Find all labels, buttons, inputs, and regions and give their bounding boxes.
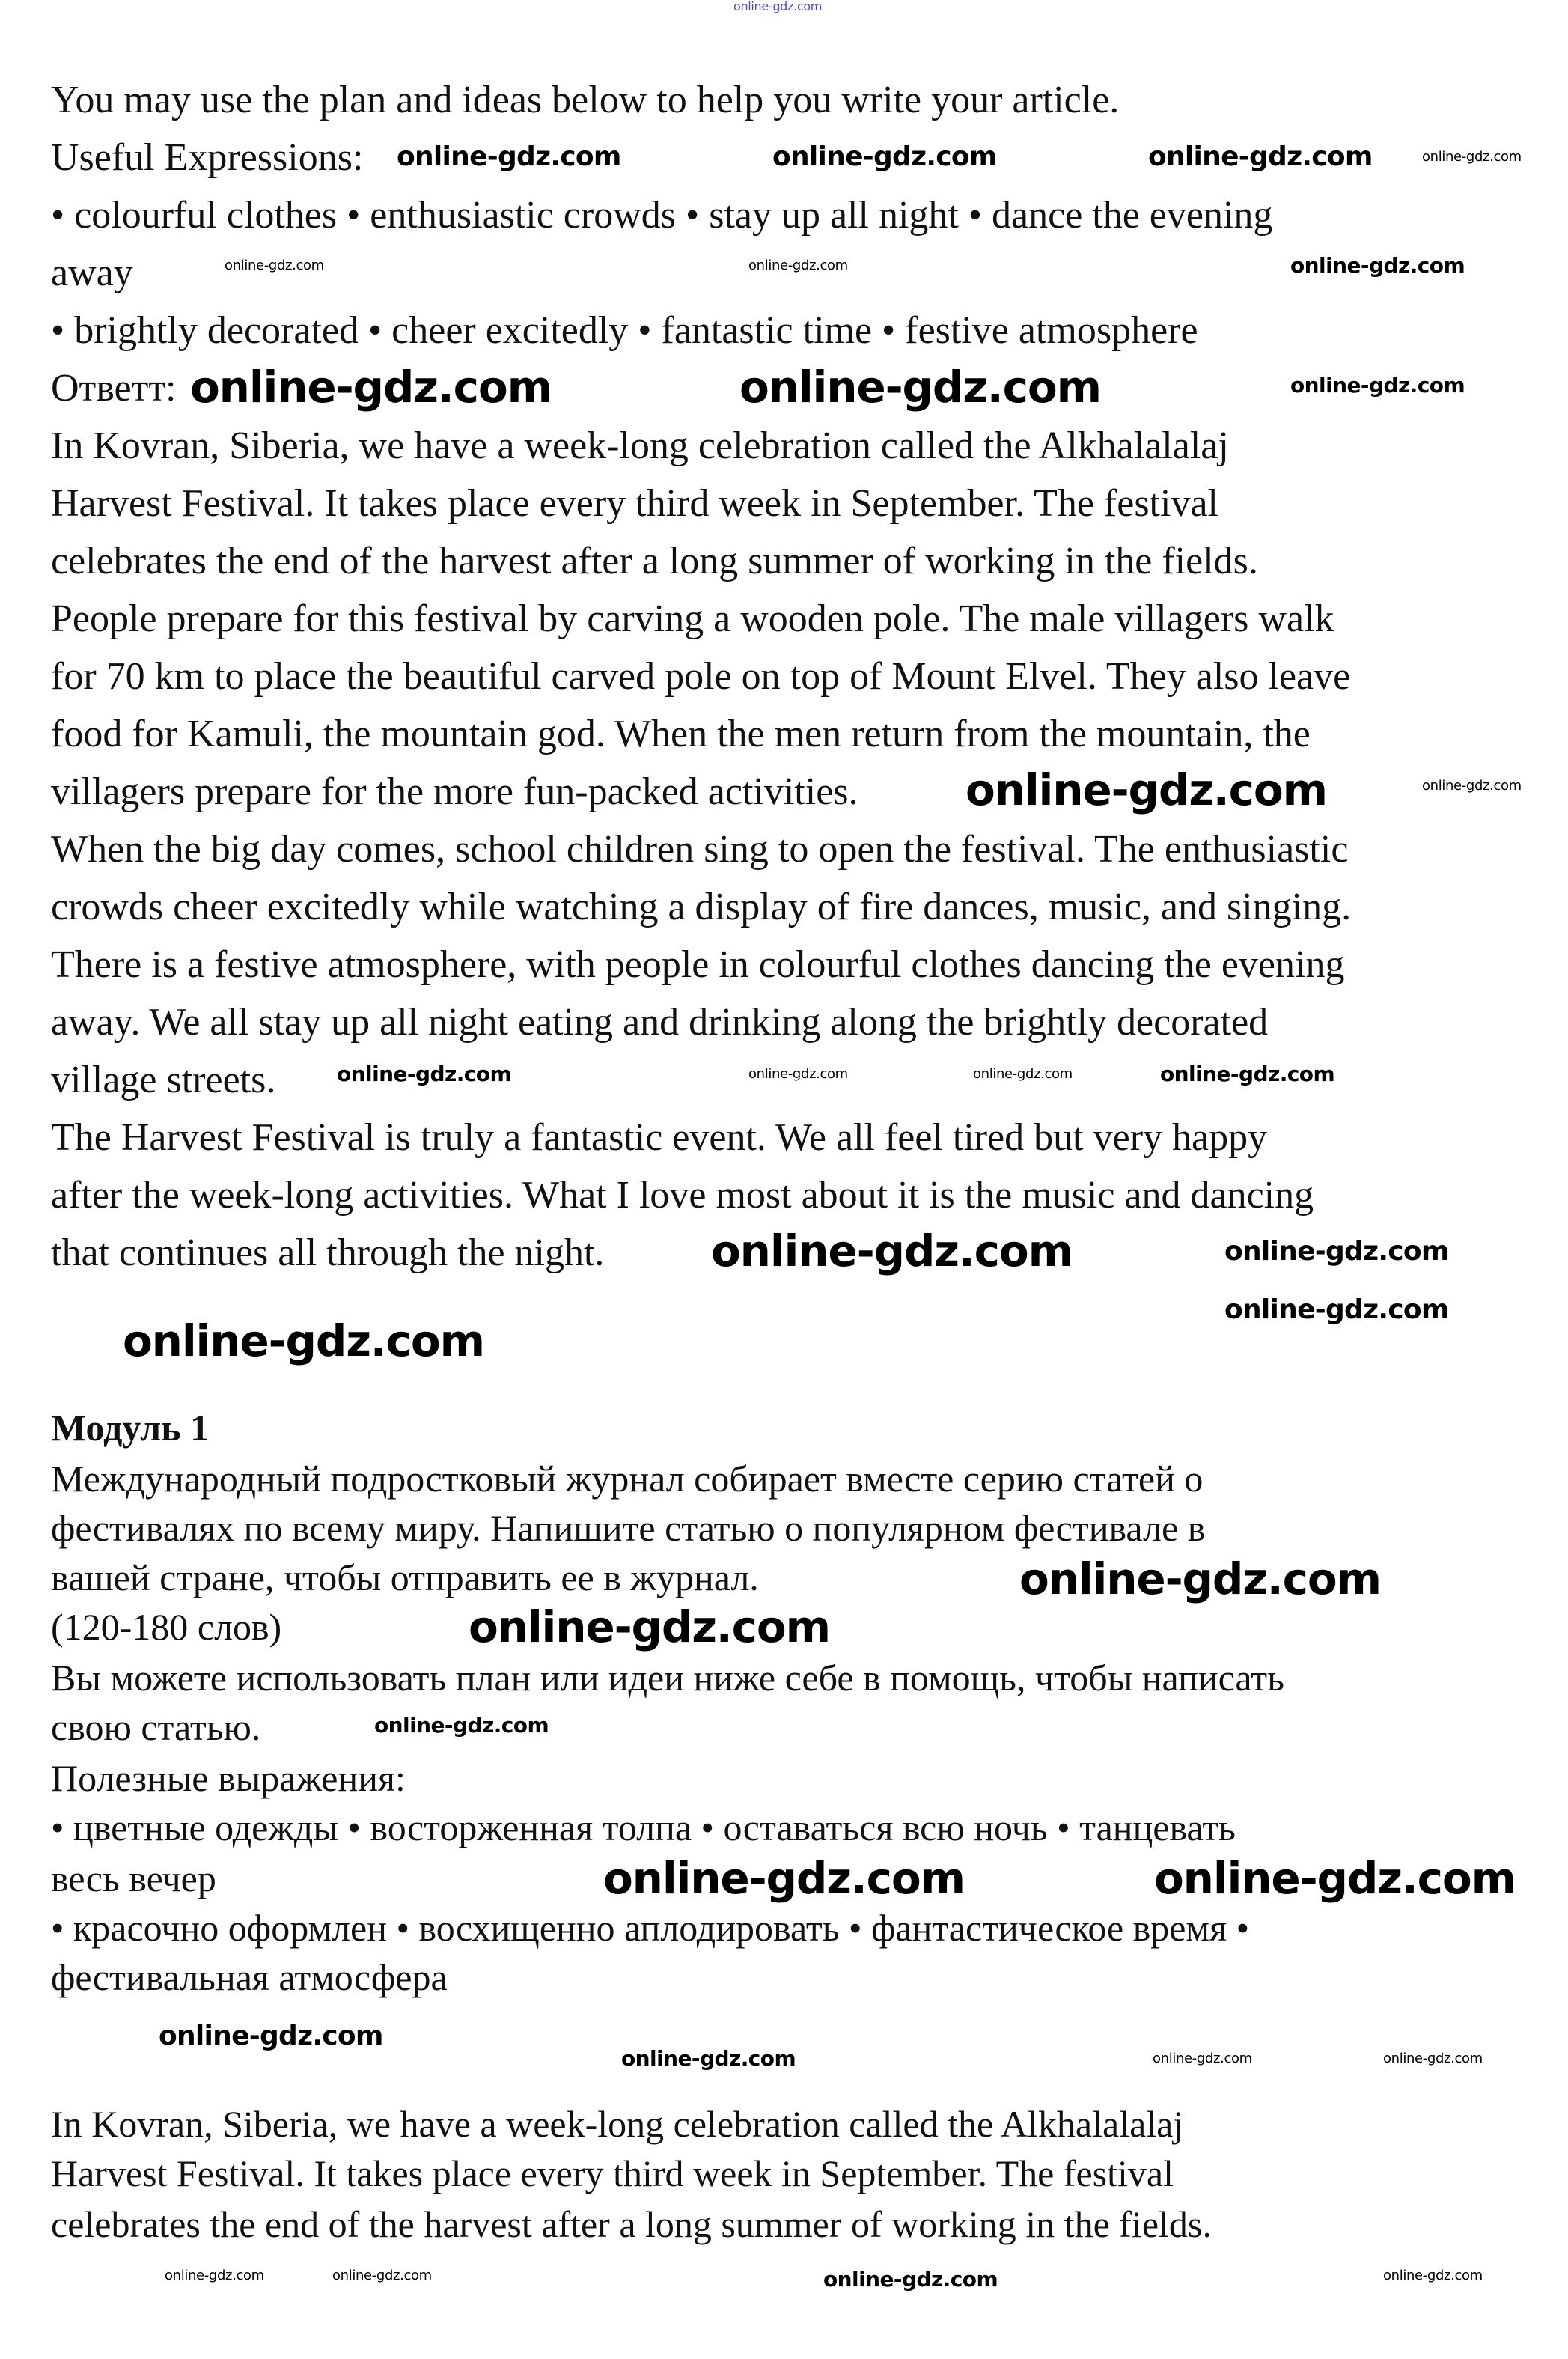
watermark: online-gdz.com (469, 1601, 830, 1652)
watermark: online-gdz.com (1160, 1062, 1335, 1086)
text-line: food for Kamuli, the mountain god. When the men return from the mountain, the (51, 713, 1311, 755)
text-line: • brightly decorated • cheer excitedly • fantastic time • festive atmosphere (51, 309, 1198, 352)
text-line: Международный подростковый журнал собирает вместе серию статей о (51, 1458, 1204, 1500)
text-line: You may use the plan and ideas below to help you write your article. (51, 79, 1120, 121)
watermark: online-gdz.com (603, 1853, 965, 1904)
text-line: вашей стране, чтобы отправить ее в журнал. (51, 1556, 759, 1598)
text-line: In Kovran, Siberia, we have a week-long celebration called the Alkhalalalaj (51, 2103, 1184, 2145)
watermark: online-gdz.com (621, 2046, 796, 2071)
watermark: online-gdz.com (772, 141, 997, 172)
text-line: that continues all through the night. (51, 1232, 605, 1274)
text-line: villagers prepare for the more fun-packed activities. (51, 770, 858, 813)
text-line: The Harvest Festival is truly a fantastic event. We all feel tired but very happy (51, 1116, 1268, 1159)
module-heading: Модуль 1 (51, 1407, 210, 1449)
text-line: for 70 km to place the beautiful carved pole on top of Mount Elvel. They also leave (51, 655, 1351, 698)
text-line: фестивалях по всему миру. Напишите статью о популярном фестивале в (51, 1507, 1206, 1549)
watermark: online-gdz.com (965, 764, 1327, 815)
watermark: online-gdz.com (1422, 778, 1522, 794)
text-line: весь вечер (51, 1857, 216, 1899)
watermark: online-gdz.com (1154, 1853, 1516, 1904)
text-line: • красочно оформлен • восхищенно аплодировать • фантастическое время • (51, 1907, 1250, 1949)
text-line: свою статью. (51, 1706, 261, 1748)
watermark: online-gdz.com (1148, 141, 1373, 172)
watermark: online-gdz.com (190, 362, 552, 413)
watermark: online-gdz.com (165, 2268, 264, 2283)
watermark: online-gdz.com (1224, 1294, 1449, 1325)
watermark: online-gdz.com (1290, 373, 1465, 398)
text-line: Полезные выражения: (51, 1757, 406, 1799)
watermark: online-gdz.com (1383, 2268, 1483, 2283)
watermark: online-gdz.com (973, 1066, 1073, 1082)
watermark: online-gdz.com (1019, 1553, 1381, 1604)
watermark: online-gdz.com (337, 1062, 512, 1086)
watermark: online-gdz.com (823, 2267, 998, 2292)
text-line: In Kovran, Siberia, we have a week-long celebration called the Alkhalalalaj (51, 424, 1229, 467)
watermark: online-gdz.com (159, 2021, 383, 2051)
watermark: online-gdz.com (748, 258, 848, 273)
watermark: online-gdz.com (225, 258, 324, 273)
text-line: after the week-long activities. What I love most about it is the music and dancing (51, 1174, 1314, 1217)
watermark: online-gdz.com (332, 2268, 432, 2283)
watermark: online-gdz.com (374, 1713, 549, 1738)
watermark: online-gdz.com (711, 1226, 1073, 1276)
watermark: online-gdz.com (1224, 1236, 1449, 1267)
text-line: away (51, 252, 133, 294)
text-line: Useful Expressions: (51, 136, 364, 179)
text-line: фестивальная атмосфера (51, 1956, 448, 1998)
text-line: village streets. (51, 1059, 276, 1101)
watermark: online-gdz.com (748, 1066, 848, 1082)
text-line: away. We all stay up all night eating and drinking along the brightly decorated (51, 1001, 1269, 1044)
text-line: People prepare for this festival by carving a wooden pole. The male villagers walk (51, 597, 1334, 640)
text-line: Harvest Festival. It takes place every third week in September. The festival (51, 2152, 1174, 2194)
text-line: There is a festive atmosphere, with people in colourful clothes dancing the evening (51, 943, 1345, 986)
text-line: celebrates the end of the harvest after a long summer of working in the fields. (51, 540, 1258, 582)
text-line: • цветные одежды • восторженная толпа • оставаться всю ночь • танцевать (51, 1806, 1236, 1848)
text-line: Harvest Festival. It takes place every third week in September. The festival (51, 482, 1218, 525)
watermark: online-gdz.com (397, 141, 621, 172)
text-line: Вы можете использовать план или идеи ниже себе в помощь, чтобы написать (51, 1657, 1284, 1699)
answer-label: Ответт: (51, 367, 177, 410)
watermark: online-gdz.com (1290, 253, 1465, 278)
watermark: online-gdz.com (1153, 2051, 1252, 2066)
text-line: celebrates the end of the harvest after a long summer of working in the fields. (51, 2203, 1212, 2245)
watermark: online-gdz.com (733, 0, 823, 13)
text-line: crowds cheer excitedly while watching a display of fire dances, music, and singing. (51, 886, 1352, 928)
watermark: online-gdz.com (123, 1315, 484, 1366)
watermark: online-gdz.com (1383, 2051, 1483, 2066)
watermark: online-gdz.com (739, 362, 1101, 413)
text-line: • colourful clothes • enthusiastic crowds • stay up all night • dance the evening (51, 194, 1273, 237)
text-line: (120-180 слов) (51, 1606, 282, 1648)
watermark: online-gdz.com (1422, 149, 1522, 165)
text-line: When the big day comes, school children sing to open the festival. The enthusiastic (51, 828, 1349, 871)
